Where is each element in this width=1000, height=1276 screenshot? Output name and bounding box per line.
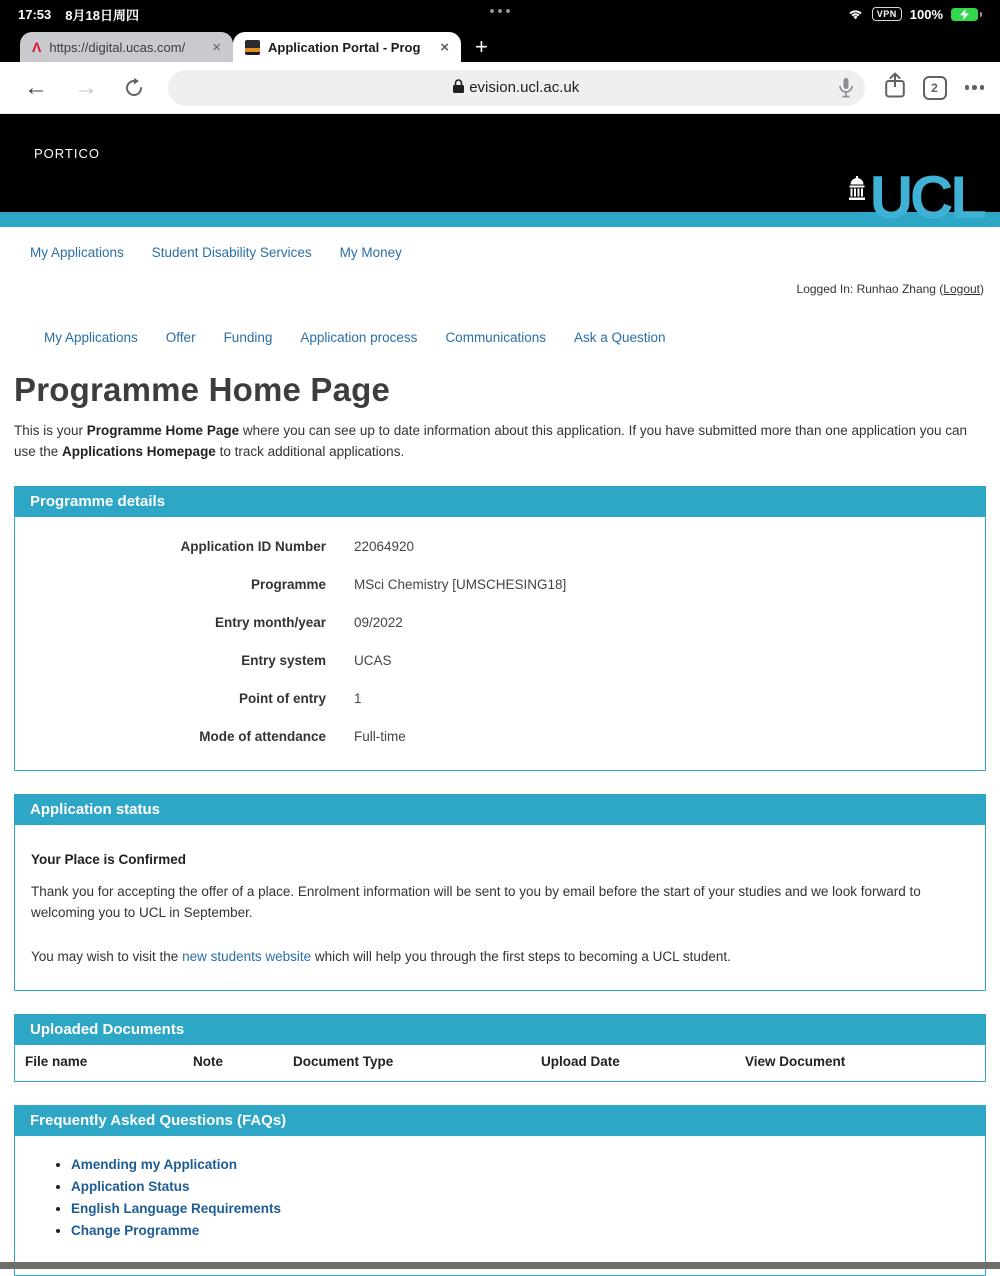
status-text: which will help you through the first steps to becoming a UCL student.: [311, 949, 731, 965]
detail-row: [31, 528, 969, 566]
detail-label: Entry system: [241, 653, 326, 669]
detail-label: Mode of attendance: [199, 729, 326, 745]
back-button[interactable]: ←: [24, 73, 48, 101]
detail-label: Point of entry: [239, 691, 326, 707]
browser-menu-icon[interactable]: [965, 81, 985, 94]
faqs-header: Frequently Asked Questions (FAQs): [14, 1105, 986, 1136]
battery-percent: 100%: [909, 6, 943, 22]
tab-close-icon[interactable]: ×: [212, 38, 221, 56]
faq-list: [31, 1157, 969, 1238]
detail-value: UCAS: [354, 653, 392, 669]
tab-close-icon[interactable]: ×: [440, 38, 449, 56]
list-item: [71, 1223, 969, 1238]
status-paragraph-with-link: [31, 946, 969, 968]
documents-table-header-row: [15, 1044, 985, 1081]
detail-label: Programme: [250, 577, 326, 593]
faqs-panel: [14, 1105, 986, 1276]
detail-label: Entry month/year: [214, 615, 326, 631]
ucl-dome-icon: [848, 176, 866, 205]
detail-value: 09/2022: [354, 615, 403, 631]
faq-change-programme-link[interactable]: Change Programme: [71, 1222, 200, 1238]
vpn-badge: VPN: [872, 7, 902, 21]
bottom-edge-bar: [0, 1262, 1000, 1269]
ucl-logo: [848, 164, 984, 231]
detail-value: 1: [354, 691, 362, 707]
intro-text: to track additional applications.: [215, 443, 405, 459]
ucl-wordmark: UCL: [869, 164, 984, 231]
tab-my-applications[interactable]: My Applications: [44, 330, 138, 345]
uploaded-documents-panel: [14, 1014, 986, 1082]
tab-application-process[interactable]: Application process: [300, 330, 418, 345]
tab-switcher-button[interactable]: 2: [923, 76, 947, 100]
logged-in-status: [14, 282, 986, 296]
share-icon[interactable]: [885, 72, 905, 103]
new-students-website-link[interactable]: new students website: [182, 949, 312, 965]
tab-ucas[interactable]: [20, 32, 233, 62]
lock-icon: [453, 79, 464, 97]
faq-application-status-link[interactable]: Application Status: [71, 1178, 190, 1194]
logged-in-text: Logged In: Runhao Zhang (: [796, 282, 944, 296]
status-time: 17:53: [18, 6, 52, 22]
programme-details-header: Programme details: [14, 486, 986, 517]
intro-bold-applications-homepage: Applications Homepage: [62, 443, 216, 459]
battery-charging-icon: [951, 8, 982, 21]
tab-funding[interactable]: Funding: [223, 330, 273, 345]
column-document-type: Document Type: [293, 1053, 394, 1069]
nav-my-money[interactable]: My Money: [339, 245, 402, 260]
portico-site-header: [0, 114, 1000, 231]
ipad-status-bar: [0, 0, 1000, 28]
detail-value: Full-time: [354, 729, 406, 745]
detail-value: MSci Chemistry [UMSCHESING18]: [354, 577, 567, 593]
nav-my-applications[interactable]: My Applications: [30, 245, 124, 260]
programme-nav: [14, 296, 986, 345]
wifi-icon: [847, 8, 864, 21]
tab-title: Application Portal - Prog: [268, 39, 421, 55]
application-status-panel: [14, 794, 986, 991]
url-text: evision.ucl.ac.uk: [469, 79, 580, 96]
ucas-favicon-icon: Λ: [32, 39, 42, 55]
place-confirmed-heading: Your Place is Confirmed: [31, 851, 187, 867]
programme-details-panel: [14, 486, 986, 771]
application-status-header: Application status: [14, 794, 986, 825]
browser-tab-strip: [0, 28, 1000, 62]
detail-row: [31, 680, 969, 718]
logged-in-text-suffix: ): [980, 282, 984, 296]
detail-row: [31, 642, 969, 680]
intro-text: This is your: [14, 423, 87, 438]
tab-offer[interactable]: Offer: [165, 330, 196, 345]
logout-link[interactable]: Logout: [943, 282, 980, 296]
faq-english-language-requirements-link[interactable]: English Language Requirements: [71, 1200, 282, 1216]
tab-ask-a-question[interactable]: Ask a Question: [573, 330, 666, 345]
forward-button[interactable]: →: [74, 73, 98, 101]
new-tab-button[interactable]: +: [475, 34, 488, 59]
nav-student-disability-services[interactable]: Student Disability Services: [151, 245, 312, 260]
portico-favicon-icon: [245, 40, 260, 55]
column-upload-date: Upload Date: [541, 1053, 620, 1069]
column-file-name: File name: [25, 1053, 88, 1069]
list-item: [71, 1179, 969, 1194]
status-paragraph: Thank you for accepting the offer of a place. Enrolment information will be sent to you by email before the start of your studies and we look forward to welcoming you to UCL in September.: [31, 883, 921, 921]
reload-button[interactable]: [116, 78, 152, 98]
detail-value: 22064920: [354, 539, 415, 555]
browser-toolbar: [0, 62, 1000, 114]
status-date: 8月18日周四: [65, 7, 139, 23]
url-bar[interactable]: [168, 70, 865, 106]
primary-nav: [14, 227, 986, 260]
intro-paragraph: [14, 421, 986, 463]
list-item: [71, 1201, 969, 1216]
page-title: Programme Home Page: [14, 371, 391, 408]
status-text: You may wish to visit the: [31, 949, 183, 965]
detail-row: [31, 566, 969, 604]
column-note: Note: [193, 1053, 223, 1069]
page-content: [0, 227, 1000, 1276]
multitask-indicator-icon[interactable]: [490, 9, 510, 13]
detail-row: [31, 718, 969, 756]
detail-row: [31, 604, 969, 642]
column-view-document: View Document: [745, 1053, 846, 1069]
list-item: [71, 1157, 969, 1172]
portico-wordmark: PORTICO: [34, 146, 100, 161]
faq-amending-my-application-link[interactable]: Amending my Application: [71, 1156, 238, 1172]
detail-label: Application ID Number: [180, 539, 326, 555]
tab-title: https://digital.ucas.com/: [49, 39, 186, 55]
tab-application-portal[interactable]: [233, 32, 461, 62]
intro-bold-programme-home-page: Programme Home Page: [86, 423, 240, 438]
tab-communications[interactable]: Communications: [445, 330, 546, 345]
microphone-icon[interactable]: [839, 78, 853, 102]
uploaded-documents-header: Uploaded Documents: [14, 1014, 986, 1045]
intro-text: where you can see up to date information about this application. If you have submitted more than one application you can use the: [14, 423, 968, 459]
